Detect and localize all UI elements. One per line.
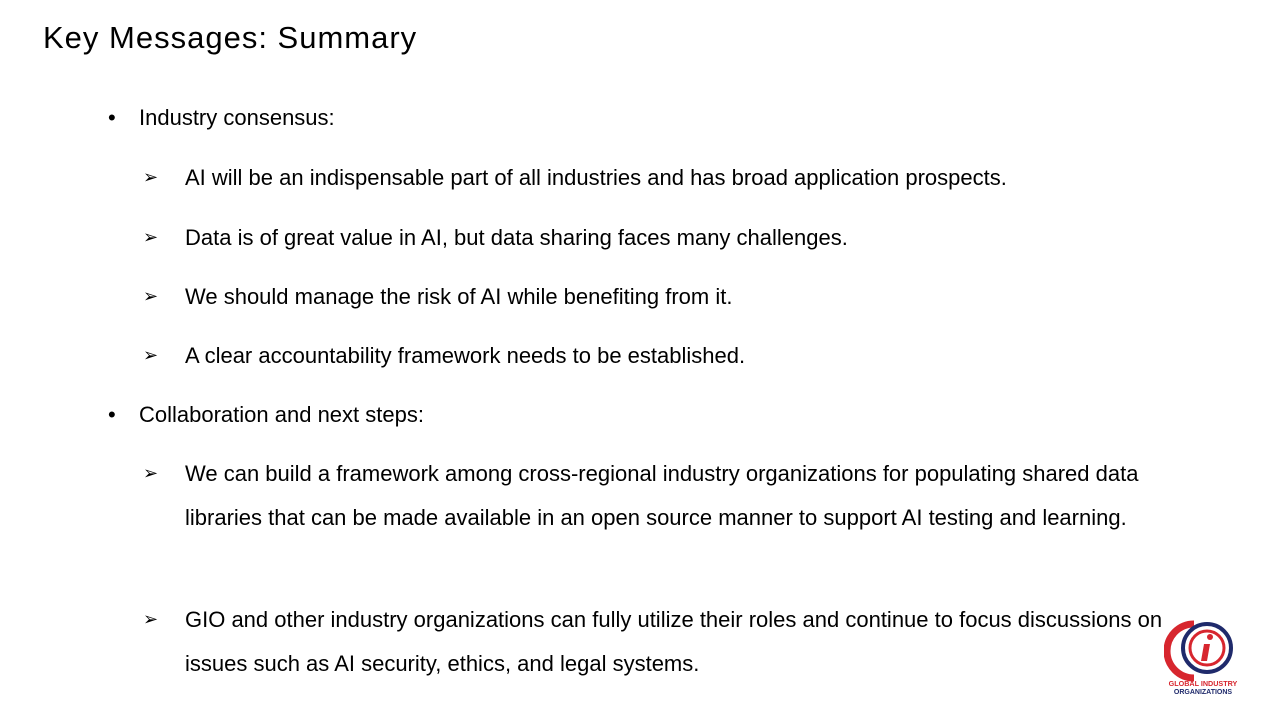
arrow-bullet-icon: ➢ (143, 167, 159, 188)
sub-item (143, 452, 1183, 539)
arrow-bullet-icon: ➢ (143, 286, 159, 307)
logo-text-line2: ORGANIZATIONS (1173, 689, 1233, 696)
sub-item (143, 275, 1183, 319)
sub-item-text: Data is of great value in AI, but data sharing faces many challenges. (185, 225, 848, 250)
sub-item-text: We can build a framework among cross-regional industry organizations for populating shared data libraries that can be made available in an open source manner to support AI testing and learning. (185, 461, 1139, 530)
gio-logo (1164, 618, 1242, 696)
sub-item-text: A clear accountability framework needs to be established. (185, 343, 746, 368)
bullet-heading: Collaboration and next steps: (139, 402, 424, 427)
arrow-bullet-icon: ➢ (143, 227, 159, 248)
arrow-bullet-icon: ➢ (143, 609, 159, 630)
bullet-dot: • (108, 402, 116, 427)
sub-item (143, 598, 1183, 685)
logo-text-line1: GLOBAL INDUSTRY (1168, 679, 1238, 688)
bullet-collaboration (108, 401, 424, 429)
sub-item (143, 216, 1183, 260)
arrow-bullet-icon: ➢ (143, 345, 159, 366)
bullet-industry-consensus (108, 104, 335, 132)
bullet-heading: Industry consensus: (139, 105, 335, 130)
sub-item (143, 156, 1183, 200)
sub-item-text: AI will be an indispensable part of all industries and has broad application prospects. (185, 165, 1007, 190)
bullet-dot: • (108, 105, 116, 130)
sub-item-text: We should manage the risk of AI while benefiting from it. (185, 284, 733, 309)
arrow-bullet-icon: ➢ (143, 463, 159, 484)
sub-item (143, 334, 1183, 378)
slide-title: Key Messages: Summary (43, 20, 418, 55)
sub-item-text: GIO and other industry organizations can fully utilize their roles and continue to focus discussions on issues such as AI security, ethics, and legal systems. (185, 607, 1163, 676)
logo-dot (1207, 634, 1213, 640)
